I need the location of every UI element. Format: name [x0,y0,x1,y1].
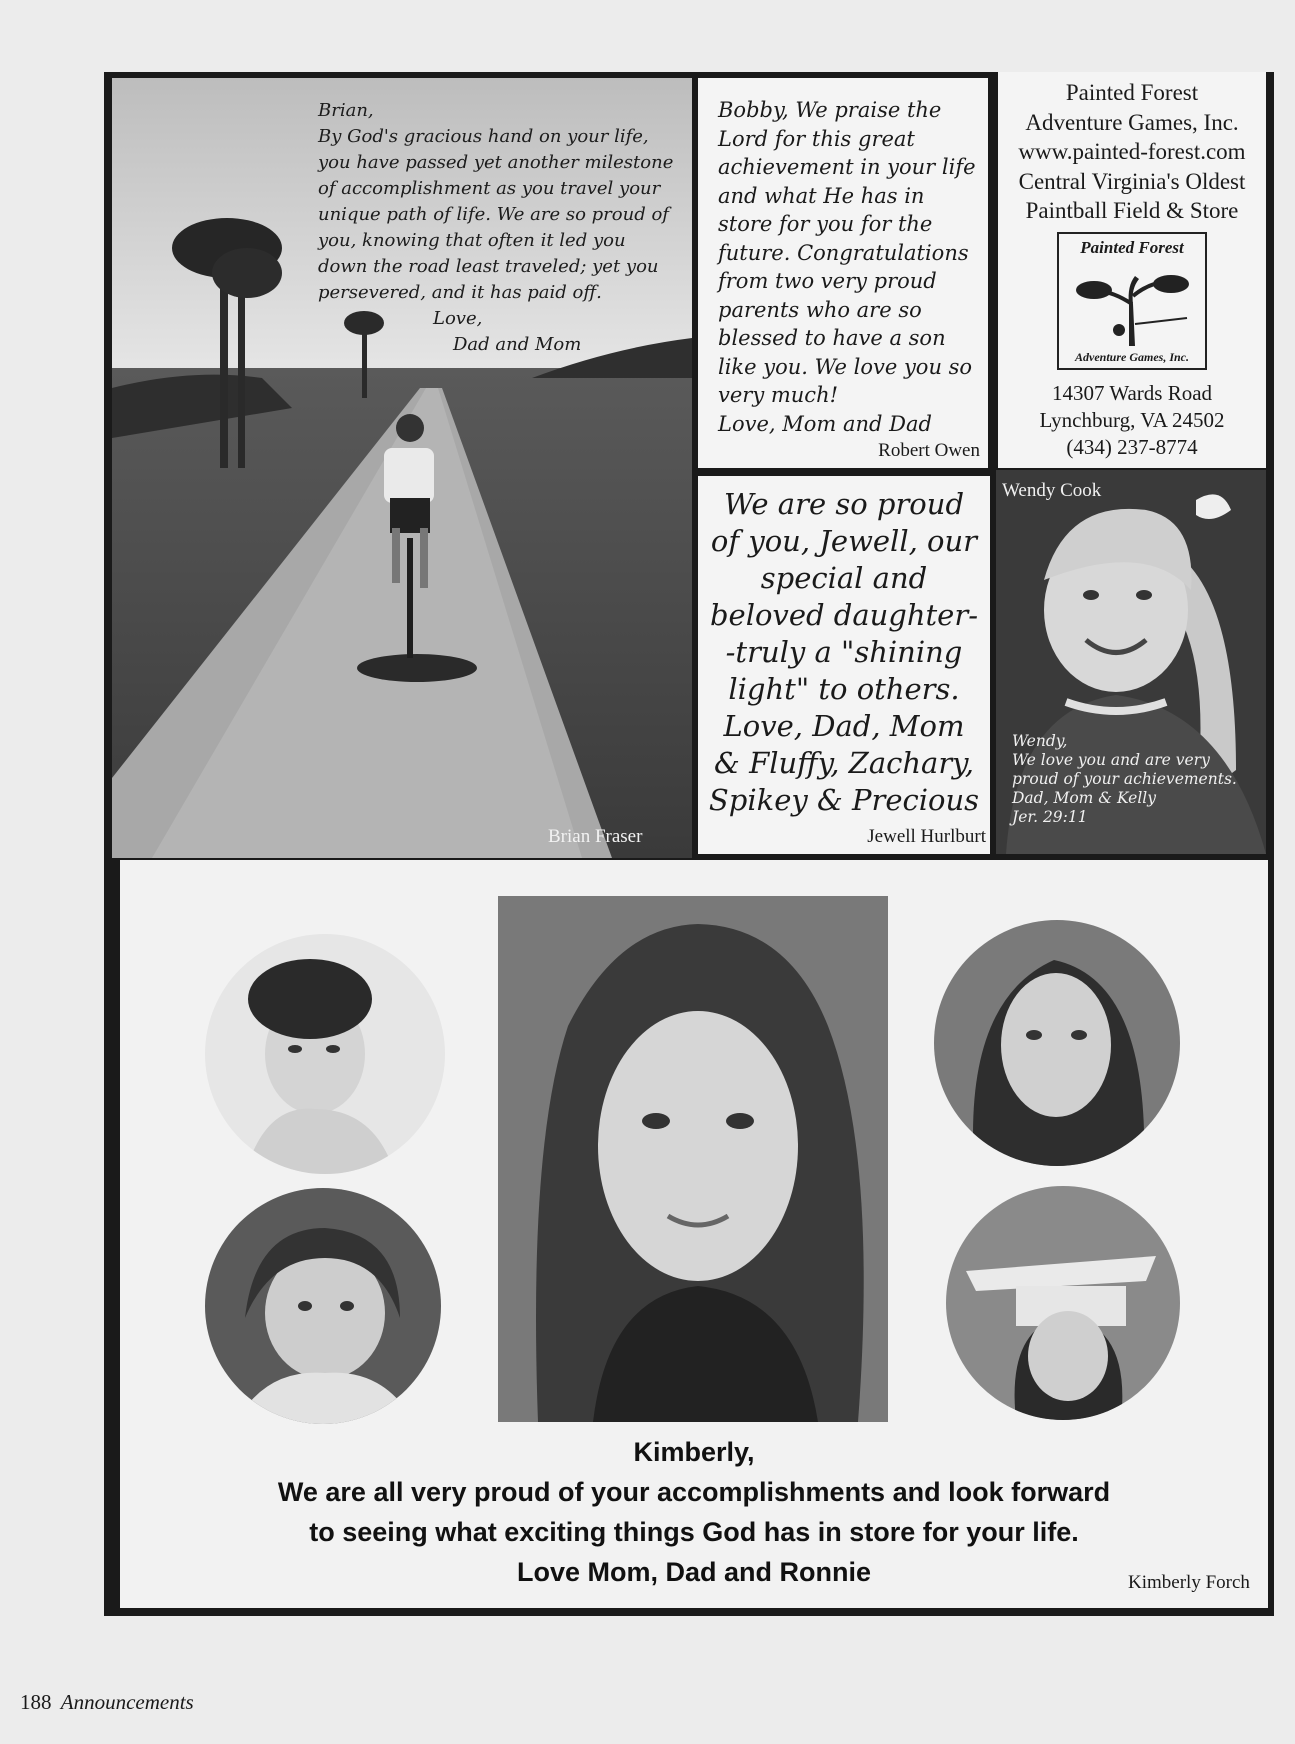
wendy-caption: Wendy Cook [1002,480,1102,501]
brian-message [318,98,678,358]
kimberly-message-line-2: to seeing what exciting things God has in store for your life. [309,1517,1079,1547]
wendy-message-line-1: We love you and are very [1012,751,1210,769]
ad-phone[interactable]: (434) 237-8774 [1066,434,1198,459]
kimberly-caption: Kimberly Forch [1128,1572,1250,1593]
wendy-message [1012,732,1237,827]
bobby-message: Bobby, We praise the Lord for this great achievement in your life and what He has in store for you for the future. Congratulations from two very proud parents who are so blessed to have a son like you. We love you so very much! [718,98,976,407]
ad-street: 14307 Wards Road [1051,380,1213,405]
ad-website[interactable]: www.painted-forest.com [1018,139,1246,164]
tree-logo-icon [1059,234,1205,368]
painted-forest-logo [1057,232,1207,370]
brian-caption: Brian Fraser [548,826,643,847]
jewell-message: We are so proud of you, Jewell, our special and beloved daughter--truly a "shining light" to others. Love, Dad, Mom & Fluffy, Zachary, Spikey & Precious [708,487,980,817]
painted-forest-ad [998,72,1266,468]
kimberly-greeting: Kimberly, [633,1437,755,1467]
kimberly-senior-portrait [498,896,888,1422]
brian-closing: Love, [433,308,483,329]
kimberly-baby-portrait [205,1188,441,1424]
kimberly-message [120,1432,1268,1592]
ad-company-name: Painted Forest [1065,80,1199,105]
bobby-message-box [698,78,988,468]
bobby-caption: Robert Owen [878,440,980,461]
section-title: Announcements [60,1690,194,1714]
kimberly-signature: Love Mom, Dad and Ronnie [516,1557,872,1587]
kimberly-graduation-portrait [946,1186,1180,1420]
wendy-verse: Jer. 29:11 [1012,808,1088,826]
wendy-signature: Dad, Mom & Kelly [1012,789,1157,807]
wendy-greeting: Wendy, [1012,732,1068,750]
kimberly-school-portrait [934,920,1180,1166]
logo-top-text: Painted Forest [1080,237,1184,257]
ad-address [998,380,1266,461]
kimberly-toddler-portrait-1 [205,934,445,1174]
wendy-message-line-2: proud of your achievements. [1012,770,1237,788]
jewell-caption: Jewell Hurlburt [867,826,986,847]
bobby-signature: Love, Mom and Dad [718,411,932,436]
ad-tagline-2: Paintball Field & Store [1025,198,1239,223]
jewell-message-box [698,476,990,854]
ad-tagline: Central Virginia's Oldest [1018,168,1246,194]
ad-company-suffix: Adventure Games, Inc. [1025,109,1239,135]
kimberly-message-line-1: We are all very proud of your accomplishments and look forward [277,1477,1111,1507]
brian-signature: Dad and Mom [453,334,582,355]
logo-bottom-text: Adventure Games, Inc. [1075,349,1189,364]
brian-message-body: By God's gracious hand on your life, you have passed yet another milestone of accomplishment as you travel your unique path of life. We are so proud of you, knowing that often it led you down the road least traveled; yet you persevered, and it has paid off. [318,126,674,303]
page-number: 188 [20,1690,52,1714]
brian-greeting: Brian, [318,100,374,121]
ad-city: Lynchburg, VA 24502 [1039,407,1225,432]
page-footer [20,1690,194,1715]
wendy-cook-photo [996,470,1266,854]
